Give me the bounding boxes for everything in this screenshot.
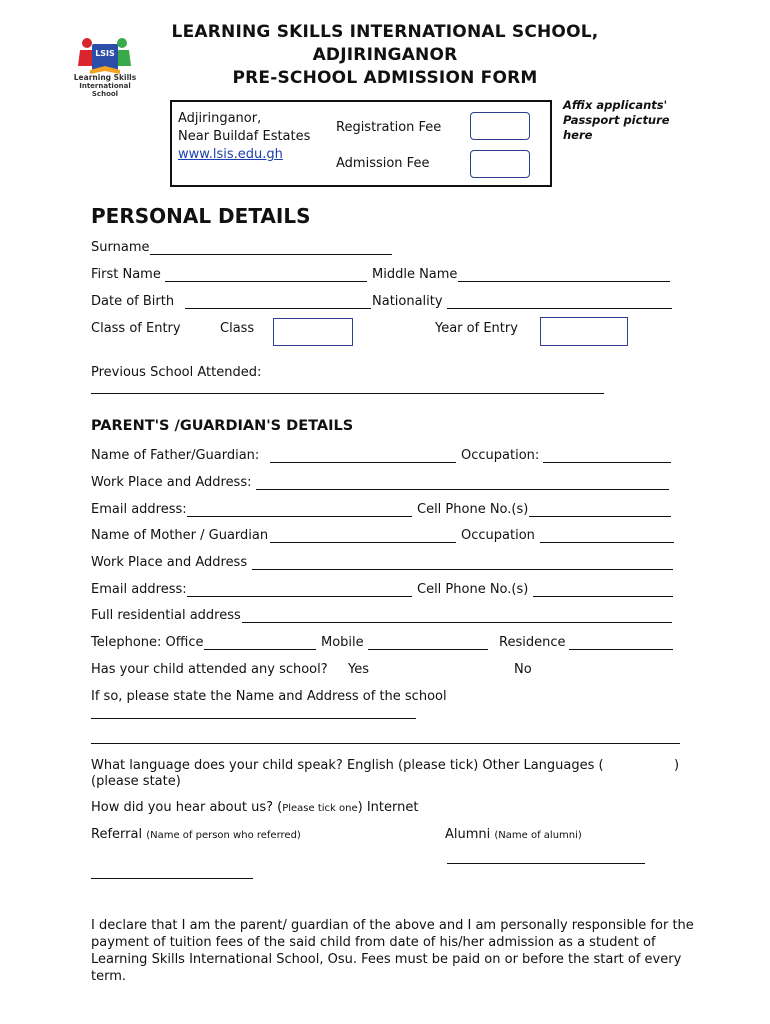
work-place-1-field[interactable]	[256, 489, 669, 490]
alumni-option[interactable]	[445, 827, 582, 842]
cell-2-field[interactable]	[533, 596, 673, 597]
cell-1-label: Cell Phone No.(s)	[417, 502, 529, 517]
nationality-label: Nationality	[372, 294, 443, 309]
work-place-2-label: Work Place and Address	[91, 555, 248, 570]
school-name: LEARNING SKILLS INTERNATIONAL SCHOOL,	[171, 22, 599, 42]
dob-label: Date of Birth	[91, 294, 175, 309]
attended-school-question: Has your child attended any school?	[91, 662, 328, 677]
work-place-1-label: Work Place and Address:	[91, 475, 252, 490]
surname-label: Surname	[91, 240, 150, 255]
nationality-field[interactable]	[447, 308, 672, 309]
declaration-line-4: term.	[91, 969, 127, 984]
language-close-paren: )	[674, 758, 680, 773]
previous-school-label: Previous School Attended:	[91, 365, 262, 380]
photo-note-line-2: Passport picture	[563, 113, 670, 127]
please-state-note: (please state)	[91, 774, 181, 789]
mother-occupation-label: Occupation	[461, 528, 535, 543]
photo-note-line-1: Affix applicants'	[563, 98, 668, 112]
work-place-2-field[interactable]	[252, 569, 673, 570]
residential-address-field[interactable]	[242, 622, 672, 623]
cell-1-field[interactable]	[529, 516, 671, 517]
mother-occupation-field[interactable]	[540, 542, 674, 543]
logo-text-2: International School	[79, 82, 131, 98]
parent-details-heading: PARENT'S /GUARDIAN'S DETAILS	[91, 418, 354, 434]
registration-fee-label: Registration Fee	[336, 120, 442, 135]
class-label: Class	[220, 321, 255, 336]
father-occupation-field[interactable]	[543, 462, 671, 463]
declaration-text	[91, 917, 694, 985]
personal-details-heading: PERSONAL DETAILS	[91, 204, 311, 228]
admission-fee-field[interactable]	[470, 150, 530, 178]
year-of-entry-field[interactable]	[540, 317, 628, 346]
cell-2-label: Cell Phone No.(s)	[417, 582, 529, 597]
residence-label: Residence	[499, 635, 566, 650]
alumni-name-field[interactable]	[447, 863, 645, 864]
first-name-label: First Name	[91, 267, 161, 282]
first-name-field[interactable]	[165, 281, 367, 282]
admission-fee-label: Admission Fee	[336, 156, 430, 171]
hear-about-text: How did you hear about us? (	[91, 800, 283, 815]
father-name-field[interactable]	[270, 462, 456, 463]
hear-about-question	[91, 800, 418, 815]
alumni-label: Alumni	[445, 827, 491, 842]
alumni-hint: (Name of alumni)	[494, 830, 582, 841]
declaration-line-1: I declare that I am the parent/ guardian of the above and I am personally responsible for the	[91, 918, 694, 933]
attended-yes-option[interactable]: Yes	[348, 662, 369, 677]
residential-address-label: Full residential address	[91, 608, 241, 623]
referral-label: Referral	[91, 827, 143, 842]
school-location: ADJIRINGANOR	[312, 45, 458, 65]
previous-school-field[interactable]	[91, 393, 604, 394]
class-of-entry-label: Class of Entry	[91, 321, 181, 336]
year-of-entry-label: Year of Entry	[435, 321, 518, 336]
internet-option[interactable]: ) Internet	[357, 800, 419, 815]
referral-name-field[interactable]	[91, 878, 253, 879]
mobile-label: Mobile	[321, 635, 364, 650]
email-2-label: Email address:	[91, 582, 187, 597]
referral-option[interactable]	[91, 827, 301, 842]
logo-text-1: Learning Skills	[73, 73, 137, 82]
registration-fee-field[interactable]	[470, 112, 530, 140]
referral-hint: (Name of person who referred)	[146, 830, 301, 841]
email-2-field[interactable]	[187, 596, 412, 597]
website-link[interactable]: www.lsis.edu.gh	[178, 147, 283, 162]
father-occupation-label: Occupation:	[461, 448, 540, 463]
mother-name-field[interactable]	[270, 542, 456, 543]
passport-photo-note	[563, 98, 670, 143]
father-name-label: Name of Father/Guardian:	[91, 448, 260, 463]
residence-field[interactable]	[569, 649, 673, 650]
school-name-address-field-1[interactable]	[91, 718, 416, 719]
middle-name-label: Middle Name	[372, 267, 458, 282]
address-line-1: Adjiringanor,	[178, 111, 262, 126]
form-title: PRE-SCHOOL ADMISSION FORM	[232, 68, 538, 88]
if-so-instruction: If so, please state the Name and Address of the school	[91, 689, 447, 704]
declaration-line-3: Learning Skills International School, Osu. Fees must be paid on or before the start of every	[91, 952, 682, 967]
email-1-label: Email address:	[91, 502, 187, 517]
surname-field[interactable]	[150, 254, 392, 255]
address-line-2: Near Buildaf Estates	[178, 129, 311, 144]
telephone-office-field[interactable]	[204, 649, 316, 650]
mother-name-label: Name of Mother / Guardian	[91, 528, 269, 543]
attended-no-option[interactable]: No	[514, 662, 532, 677]
middle-name-field[interactable]	[458, 281, 670, 282]
telephone-office-label: Telephone: Office	[91, 635, 204, 650]
logo-badge: LSIS	[95, 49, 115, 58]
declaration-line-2: payment of tuition fees of the said child from date of his/her admission as a student of	[91, 935, 656, 950]
school-name-address-field-2[interactable]	[91, 743, 680, 744]
mobile-field[interactable]	[368, 649, 488, 650]
dob-field[interactable]	[185, 308, 371, 309]
language-question: What language does your child speak? English (please tick) Other Languages (	[91, 758, 604, 773]
class-field[interactable]	[273, 318, 353, 346]
photo-note-line-3: here	[563, 128, 593, 142]
email-1-field[interactable]	[187, 516, 412, 517]
hear-about-hint: Please tick one	[282, 803, 358, 814]
